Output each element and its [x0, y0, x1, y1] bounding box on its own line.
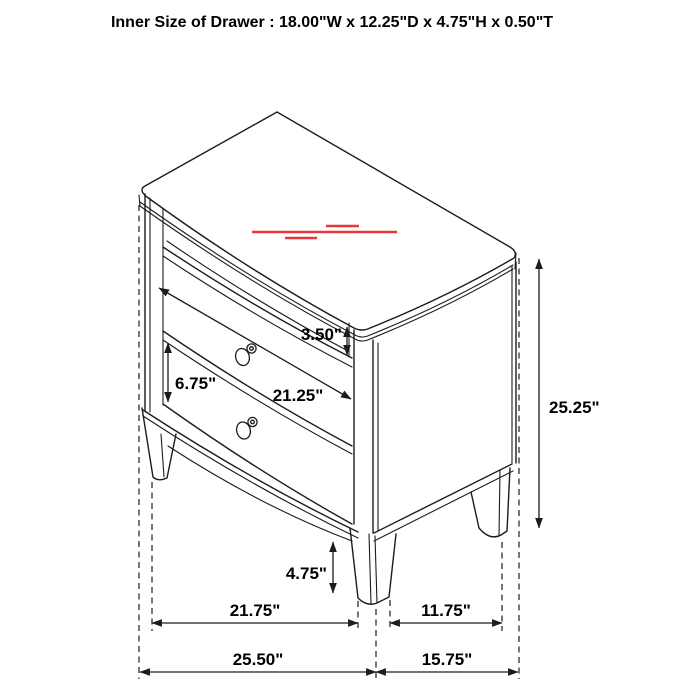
dim-overall-depth-label: 15.75" [421, 650, 473, 669]
dim-overall-height-label: 25.25" [549, 398, 600, 417]
tabletop-corner-cap-left [139, 195, 140, 206]
dim-front-span-inner-label: 21.75" [229, 601, 281, 620]
dim-overall-width-label: 25.50" [232, 650, 284, 669]
dim-bottom-drawer-height-label: 6.75" [175, 374, 217, 393]
tabletop-edge-band [140, 202, 513, 337]
drawer-divider-bottom [163, 340, 352, 454]
dim-overall-width [140, 650, 376, 672]
dim-shelf-opening-height [301, 325, 347, 355]
right-panel-bottom-band2 [374, 471, 513, 541]
nightstand-drawing [139, 112, 519, 679]
page-title: Inner Size of Drawer : 18.00"W x 12.25"D x 4.75"H x 0.50"T [110, 14, 554, 31]
dim-front-span-inner [152, 601, 358, 623]
dimension-annotations [140, 259, 600, 672]
dim-overall-depth [376, 650, 518, 672]
front-right-leg [350, 528, 396, 604]
dim-side-span-inner-label: 11.75" [421, 601, 471, 620]
dim-drawer-front-width-label: 21.25" [272, 386, 324, 405]
dim-leg-height-label: 4.75" [285, 564, 327, 583]
rear-right-leg [471, 468, 510, 537]
dim-leg-height [286, 542, 333, 593]
dim-side-span-inner [390, 601, 502, 623]
apron-under-edge [168, 446, 352, 541]
dim-shelf-opening-height-label: 3.50" [300, 325, 342, 344]
dim-bottom-drawer-height [168, 343, 216, 402]
right-panel-bottom-band [374, 464, 512, 533]
red-surface-marks [252, 226, 397, 238]
dim-overall-height [539, 259, 600, 528]
bottom-drawer-knob [235, 417, 257, 440]
top-drawer-knob [234, 344, 256, 367]
tabletop-surface [142, 112, 515, 330]
